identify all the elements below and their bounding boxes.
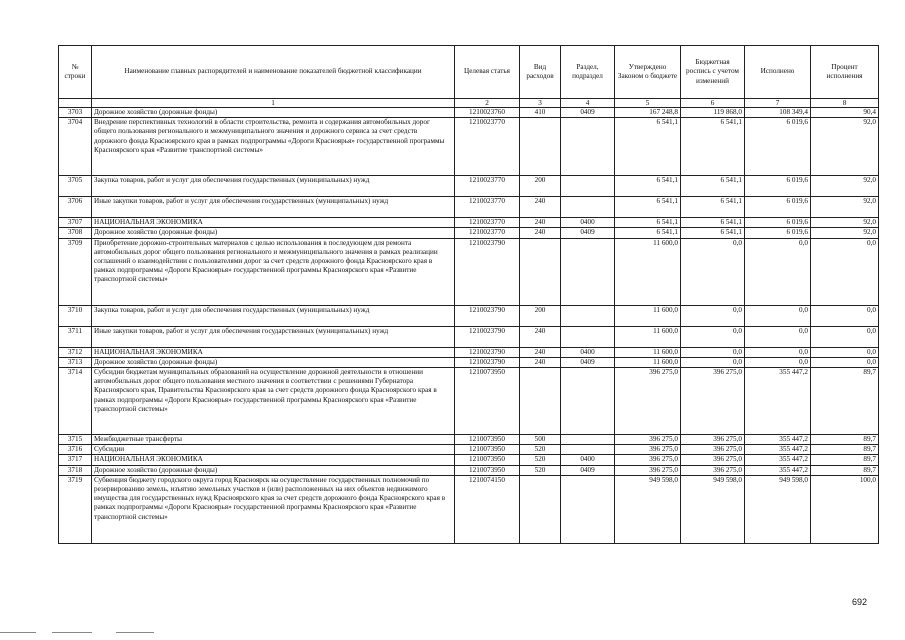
- execution-percent: 0,0: [811, 305, 879, 326]
- approved-amount: 949 598,0: [615, 475, 681, 543]
- approved-amount: 396 275,0: [615, 445, 681, 455]
- budget-schedule-amount: 949 598,0: [681, 475, 745, 543]
- header-section: Раздел, подраздел: [561, 46, 615, 99]
- section-code: 0409: [561, 465, 615, 475]
- expense-type: 240: [520, 326, 561, 347]
- row-number: 3707: [59, 218, 92, 228]
- table-row: [59, 118, 879, 176]
- table-row: [59, 368, 879, 435]
- approved-amount: 11 600,0: [615, 326, 681, 347]
- expense-type: [520, 368, 561, 435]
- execution-percent: 92,0: [811, 228, 879, 238]
- approved-amount: 6 541,1: [615, 118, 681, 176]
- target-article: 1210073950: [455, 368, 520, 435]
- section-code: 0400: [561, 347, 615, 357]
- section-code: [561, 326, 615, 347]
- table-row: [59, 108, 879, 118]
- execution-percent: 92,0: [811, 118, 879, 176]
- target-article: 1210023790: [455, 347, 520, 357]
- scan-artifact: [0, 632, 36, 633]
- execution-percent: 90,4: [811, 108, 879, 118]
- budget-schedule-amount: 6 541,1: [681, 197, 745, 218]
- executed-amount: 355 447,2: [745, 465, 811, 475]
- header-row: [59, 46, 879, 99]
- table-row: [59, 465, 879, 475]
- row-number: 3711: [59, 326, 92, 347]
- header-row-number: № строки: [59, 46, 92, 99]
- executed-amount: 6 019,6: [745, 118, 811, 176]
- column-number-row: [59, 99, 879, 108]
- header-expense-type: Вид расходов: [520, 46, 561, 99]
- column-number: 2: [455, 99, 520, 108]
- executed-amount: 6 019,6: [745, 197, 811, 218]
- executed-amount: 0,0: [745, 238, 811, 305]
- approved-amount: 11 600,0: [615, 347, 681, 357]
- table-row: [59, 176, 879, 197]
- budget-schedule-amount: 396 275,0: [681, 368, 745, 435]
- expense-type: 200: [520, 176, 561, 197]
- approved-amount: 396 275,0: [615, 435, 681, 445]
- item-name: Субсидии бюджетам муниципальных образований на осуществление дорожной деятельности в отношении автомобильных дорог общего пользования местного значения в соответствии с решениями Губернатора Красноярского края, Правительства Красноярского края за счет средств дорожного фонда Красноярского края в рамках подпрограммы «Дороги Красноярья» государственной программы Красноярского края «Развитие транспортной системы»: [92, 368, 455, 435]
- execution-percent: 0,0: [811, 238, 879, 305]
- execution-percent: 89,7: [811, 435, 879, 445]
- row-number: 3717: [59, 455, 92, 465]
- row-number: 3704: [59, 118, 92, 176]
- execution-percent: 89,7: [811, 445, 879, 455]
- item-name: НАЦИОНАЛЬНАЯ ЭКОНОМИКА: [92, 455, 455, 465]
- executed-amount: 355 447,2: [745, 445, 811, 455]
- row-number: 3708: [59, 228, 92, 238]
- item-name: Дорожное хозяйство (дорожные фонды): [92, 228, 455, 238]
- column-number: [59, 99, 92, 108]
- expense-type: 200: [520, 305, 561, 326]
- execution-percent: 92,0: [811, 218, 879, 228]
- executed-amount: 108 349,4: [745, 108, 811, 118]
- approved-amount: 11 600,0: [615, 357, 681, 367]
- table-row: [59, 475, 879, 543]
- section-code: [561, 368, 615, 435]
- target-article: 1210023770: [455, 118, 520, 176]
- section-code: 0409: [561, 228, 615, 238]
- target-article: 1210073950: [455, 455, 520, 465]
- executed-amount: 0,0: [745, 305, 811, 326]
- item-name: Дорожное хозяйство (дорожные фонды): [92, 357, 455, 367]
- budget-schedule-amount: 396 275,0: [681, 465, 745, 475]
- execution-percent: 0,0: [811, 326, 879, 347]
- budget-schedule-amount: 6 541,1: [681, 228, 745, 238]
- section-code: [561, 176, 615, 197]
- execution-percent: 0,0: [811, 357, 879, 367]
- item-name: Закупка товаров, работ и услуг для обеспечения государственных (муниципальных) нужд: [92, 305, 455, 326]
- target-article: 1210074150: [455, 475, 520, 543]
- executed-amount: 355 447,2: [745, 368, 811, 435]
- budget-schedule-amount: 396 275,0: [681, 435, 745, 445]
- section-code: 0409: [561, 357, 615, 367]
- expense-type: 410: [520, 108, 561, 118]
- expense-type: 240: [520, 228, 561, 238]
- section-code: [561, 305, 615, 326]
- table-row: [59, 326, 879, 347]
- item-name: НАЦИОНАЛЬНАЯ ЭКОНОМИКА: [92, 347, 455, 357]
- header-target-article: Целевая статья: [455, 46, 520, 99]
- section-code: 0400: [561, 218, 615, 228]
- budget-table: [58, 45, 879, 544]
- target-article: 1210023790: [455, 238, 520, 305]
- item-name: Иные закупки товаров, работ и услуг для обеспечения государственных (муниципальных) нужд: [92, 326, 455, 347]
- section-code: [561, 238, 615, 305]
- column-number: 5: [615, 99, 681, 108]
- execution-percent: 89,7: [811, 465, 879, 475]
- table-row: [59, 435, 879, 445]
- budget-schedule-amount: 0,0: [681, 347, 745, 357]
- expense-type: 240: [520, 357, 561, 367]
- expense-type: 500: [520, 435, 561, 445]
- approved-amount: 396 275,0: [615, 465, 681, 475]
- executed-amount: 0,0: [745, 357, 811, 367]
- execution-percent: 89,7: [811, 455, 879, 465]
- approved-amount: 11 600,0: [615, 238, 681, 305]
- approved-amount: 6 541,1: [615, 218, 681, 228]
- expense-type: [520, 238, 561, 305]
- execution-percent: 92,0: [811, 197, 879, 218]
- target-article: 1210023770: [455, 197, 520, 218]
- section-code: [561, 475, 615, 543]
- budget-schedule-amount: 396 275,0: [681, 445, 745, 455]
- target-article: 1210023790: [455, 305, 520, 326]
- target-article: 1210023770: [455, 228, 520, 238]
- row-number: 3709: [59, 238, 92, 305]
- item-name: Субвенция бюджету городского округа город Красноярск на осуществление государственных полномочий по резервированию земель, изъятию земельных участков и (или) расположенных на них объектов недвижимого имущества для государственных нужд Красноярского края за счет средств дорожного фонда Красноярского края в рамках подпрограммы «Дороги Красноярья» государственной программы Красноярского края «Развитие транспортной системы»: [92, 475, 455, 543]
- budget-schedule-amount: 0,0: [681, 238, 745, 305]
- executed-amount: 6 019,6: [745, 176, 811, 197]
- row-number: 3705: [59, 176, 92, 197]
- table-row: [59, 228, 879, 238]
- table-row: [59, 347, 879, 357]
- header-executed: Исполнено: [745, 46, 811, 99]
- expense-type: 240: [520, 197, 561, 218]
- row-number: 3713: [59, 357, 92, 367]
- item-name: Дорожное хозяйство (дорожные фонды): [92, 465, 455, 475]
- section-code: 0400: [561, 455, 615, 465]
- expense-type: 520: [520, 455, 561, 465]
- execution-percent: 0,0: [811, 347, 879, 357]
- row-number: 3703: [59, 108, 92, 118]
- section-code: [561, 197, 615, 218]
- column-number: 7: [745, 99, 811, 108]
- row-number: 3712: [59, 347, 92, 357]
- section-code: [561, 445, 615, 455]
- column-number: 1: [92, 99, 455, 108]
- item-name: НАЦИОНАЛЬНАЯ ЭКОНОМИКА: [92, 218, 455, 228]
- scan-artifact: [116, 632, 154, 633]
- execution-percent: 100,0: [811, 475, 879, 543]
- table-row: [59, 305, 879, 326]
- target-article: 1210023770: [455, 218, 520, 228]
- expense-type: [520, 475, 561, 543]
- item-name: Приобретение дорожно-строительных материалов с целью использования в последующем для ремонта автомобильных дорог общего пользования регионального и межмуниципального значения в рамках реализации соглашений о взаимодействии с пользователями дорог за счет средств дорожного фонда Красноярского края в рамках подпрограммы «Дороги Красноярья» государственной программы Красноярского края «Развитие транспортной системы»: [92, 238, 455, 305]
- approved-amount: 6 541,1: [615, 176, 681, 197]
- target-article: 1210073950: [455, 435, 520, 445]
- executed-amount: 355 447,2: [745, 455, 811, 465]
- item-name: Межбюджетные трансферты: [92, 435, 455, 445]
- scan-artifact: [52, 632, 92, 633]
- table-row: [59, 357, 879, 367]
- executed-amount: 0,0: [745, 326, 811, 347]
- table-row: [59, 218, 879, 228]
- budget-schedule-amount: 0,0: [681, 357, 745, 367]
- execution-percent: 92,0: [811, 176, 879, 197]
- expense-type: 520: [520, 445, 561, 455]
- row-number: 3715: [59, 435, 92, 445]
- target-article: 1210023790: [455, 357, 520, 367]
- budget-schedule-amount: 6 541,1: [681, 118, 745, 176]
- approved-amount: 396 275,0: [615, 455, 681, 465]
- row-number: 3719: [59, 475, 92, 543]
- budget-schedule-amount: 0,0: [681, 305, 745, 326]
- budget-sheet: [58, 45, 878, 544]
- budget-schedule-amount: 119 868,0: [681, 108, 745, 118]
- expense-type: 240: [520, 347, 561, 357]
- header-budget-schedule: Бюджетная роспись с учетом изменений: [681, 46, 745, 99]
- target-article: 1210073950: [455, 465, 520, 475]
- approved-amount: 396 275,0: [615, 368, 681, 435]
- item-name: Дорожное хозяйство (дорожные фонды): [92, 108, 455, 118]
- row-number: 3714: [59, 368, 92, 435]
- header-approved: Утверждено Законом о бюджете: [615, 46, 681, 99]
- table-row: [59, 445, 879, 455]
- table-row: [59, 238, 879, 305]
- header-percent: Процент исполнения: [811, 46, 879, 99]
- executed-amount: 6 019,6: [745, 218, 811, 228]
- row-number: 3710: [59, 305, 92, 326]
- section-code: [561, 118, 615, 176]
- approved-amount: 6 541,1: [615, 228, 681, 238]
- executed-amount: 949 598,0: [745, 475, 811, 543]
- section-code: [561, 435, 615, 445]
- column-number: 3: [520, 99, 561, 108]
- table-row: [59, 455, 879, 465]
- row-number: 3706: [59, 197, 92, 218]
- row-number: 3718: [59, 465, 92, 475]
- budget-schedule-amount: 396 275,0: [681, 455, 745, 465]
- row-number: 3716: [59, 445, 92, 455]
- execution-percent: 89,7: [811, 368, 879, 435]
- budget-schedule-amount: 6 541,1: [681, 176, 745, 197]
- approved-amount: 11 600,0: [615, 305, 681, 326]
- approved-amount: 6 541,1: [615, 197, 681, 218]
- column-number: 4: [561, 99, 615, 108]
- item-name: Закупка товаров, работ и услуг для обеспечения государственных (муниципальных) нужд: [92, 176, 455, 197]
- expense-type: 520: [520, 465, 561, 475]
- item-name: Внедрение перспективных технологий в области строительства, ремонта и содержания автомобильных дорог общего пользования регионального и межмуниципального значения и дорожного сервиса за счет средств дорожного фонда Красноярского края в рамках подпрограммы «Дороги Красноярья» государственной программы Красноярского края «Развитие транспортной системы»: [92, 118, 455, 176]
- approved-amount: 167 248,8: [615, 108, 681, 118]
- target-article: 1210023790: [455, 326, 520, 347]
- executed-amount: 355 447,2: [745, 435, 811, 445]
- target-article: 1210023760: [455, 108, 520, 118]
- item-name: Иные закупки товаров, работ и услуг для обеспечения государственных (муниципальных) нужд: [92, 197, 455, 218]
- column-number: 6: [681, 99, 745, 108]
- item-name: Субсидии: [92, 445, 455, 455]
- budget-schedule-amount: 6 541,1: [681, 218, 745, 228]
- expense-type: 240: [520, 218, 561, 228]
- target-article: 1210073950: [455, 445, 520, 455]
- executed-amount: 6 019,6: [745, 228, 811, 238]
- executed-amount: 0,0: [745, 347, 811, 357]
- table-row: [59, 197, 879, 218]
- section-code: 0409: [561, 108, 615, 118]
- column-number: 8: [811, 99, 879, 108]
- budget-schedule-amount: 0,0: [681, 326, 745, 347]
- target-article: 1210023770: [455, 176, 520, 197]
- expense-type: [520, 118, 561, 176]
- page-number: 692: [851, 597, 867, 607]
- header-name: Наименование главных распорядителей и наименование показателей бюджетной классификации: [92, 46, 455, 99]
